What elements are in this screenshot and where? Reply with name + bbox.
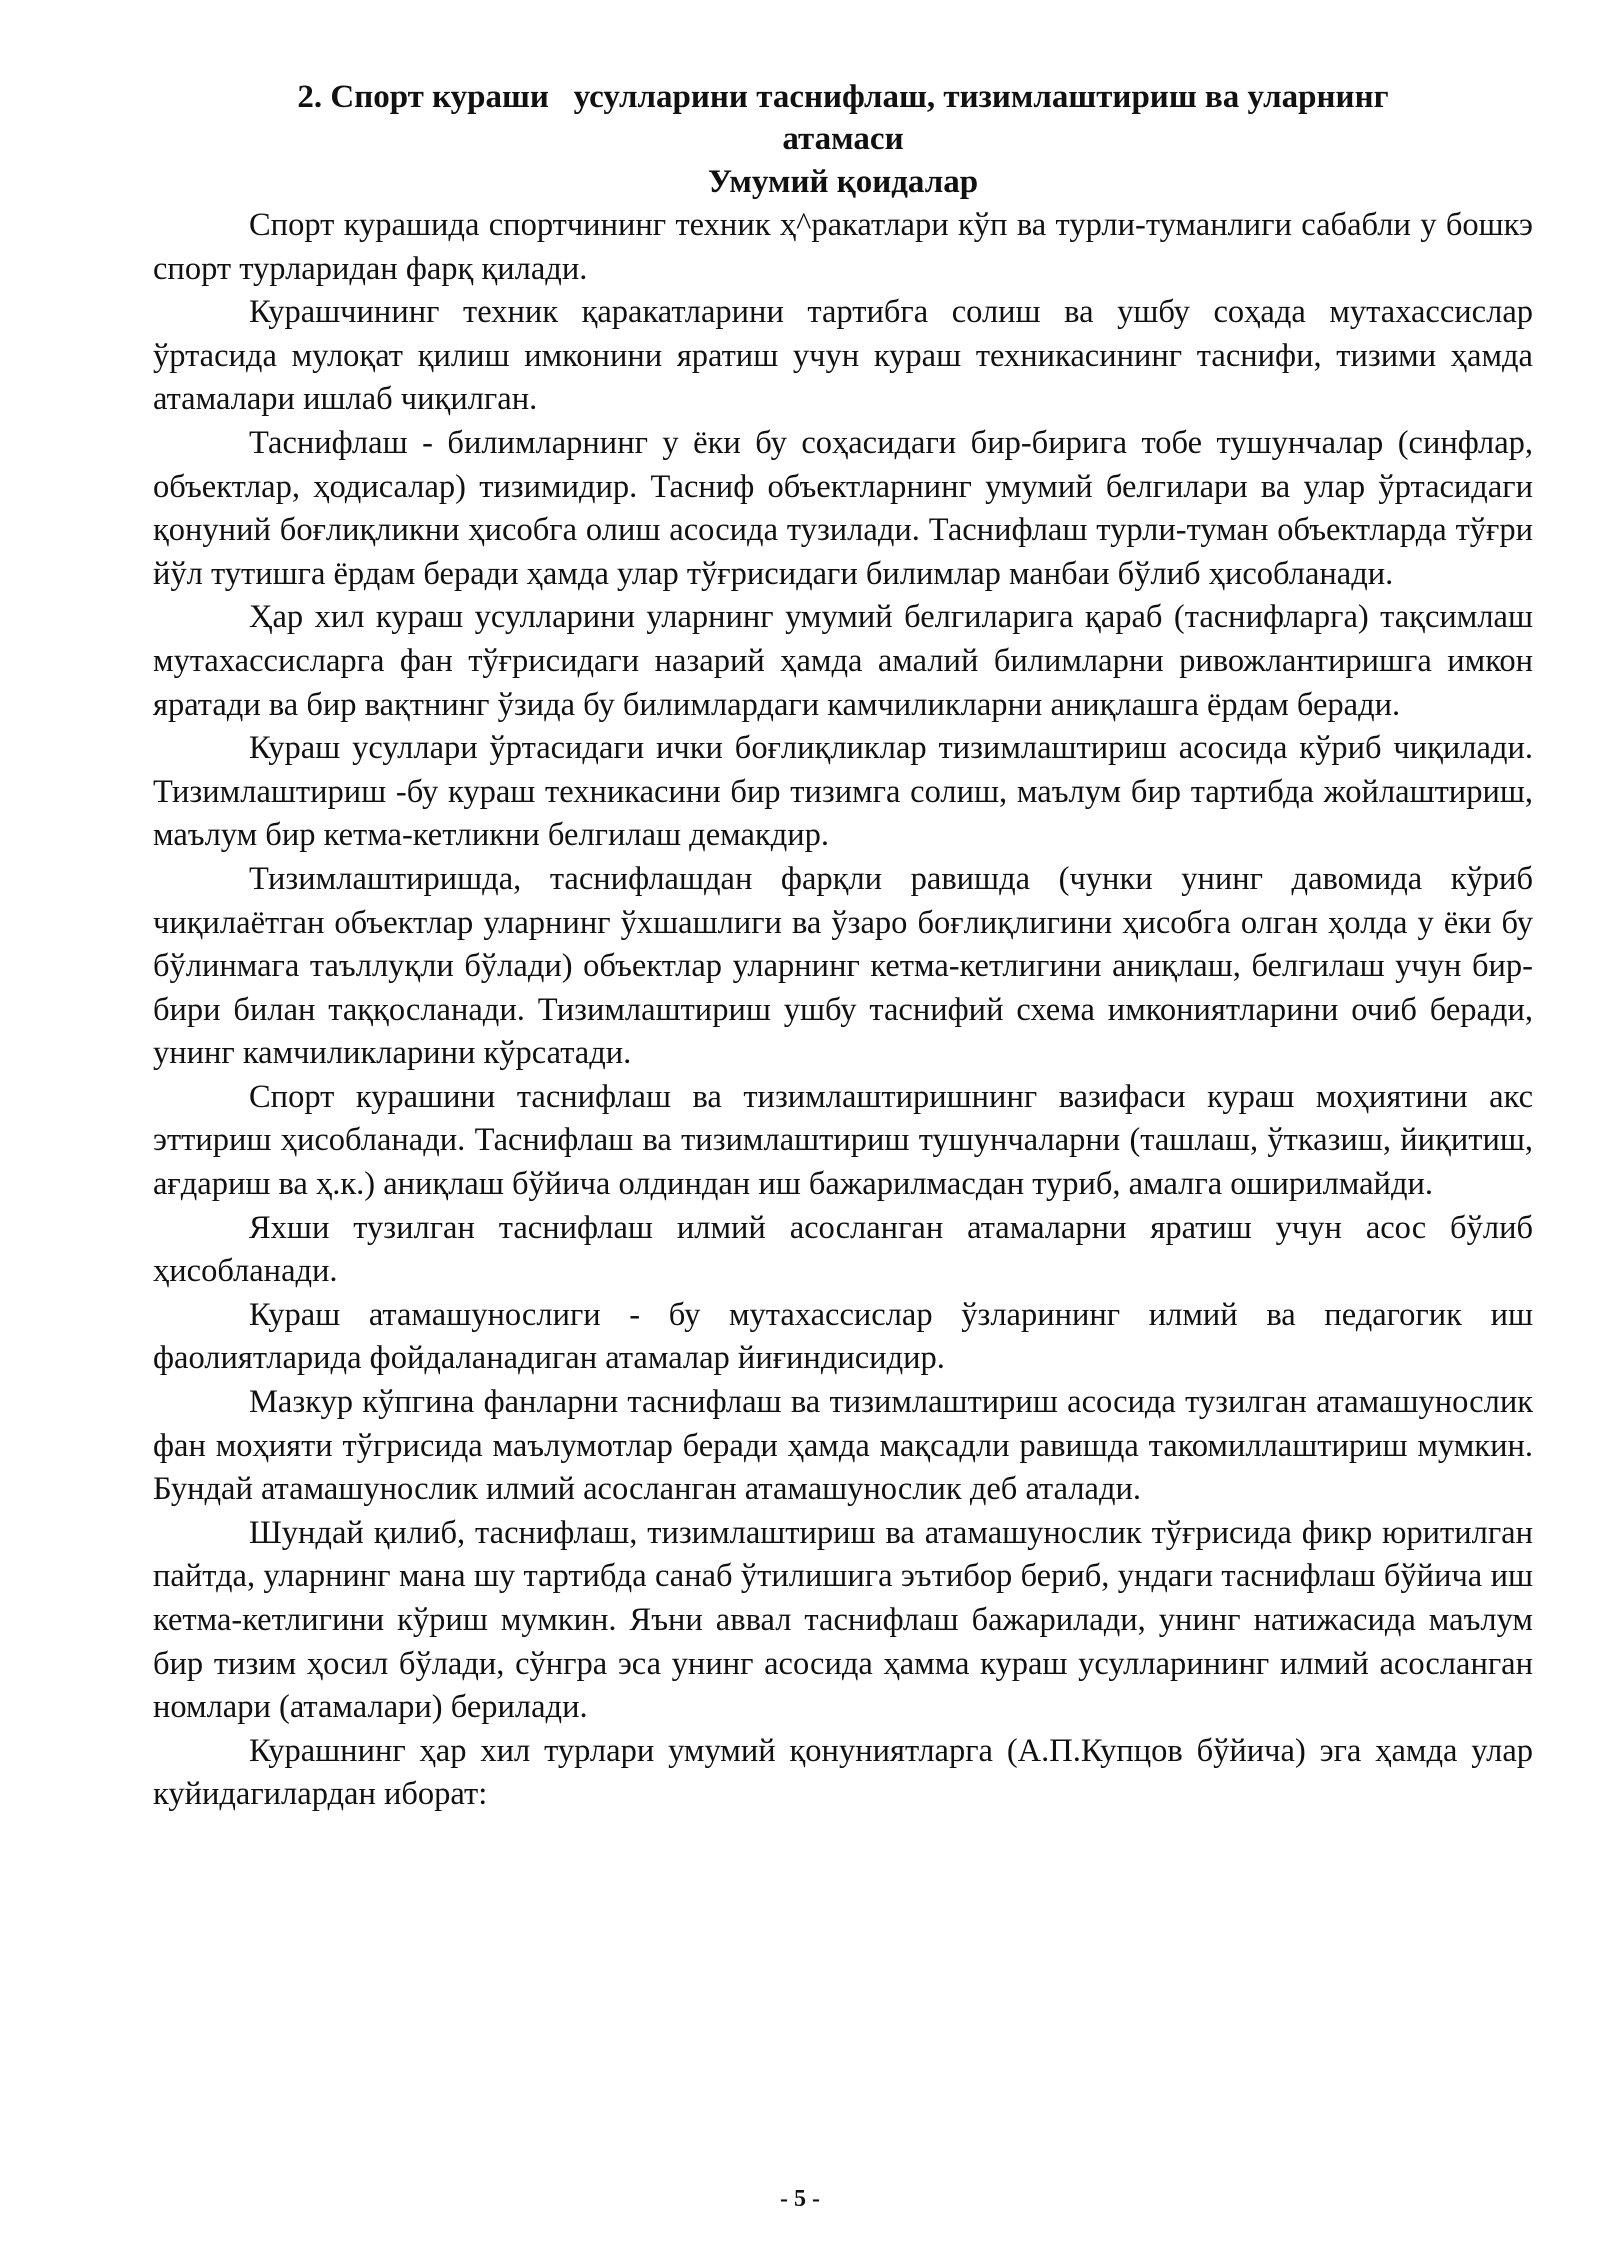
section-title (153, 76, 1533, 160)
section-title-line-1: 2. Спорт кураши усулларини таснифлаш, тизимлаштириш ва уларнинг (297, 79, 1389, 115)
paragraph-9: Кураш атамашунослиги - бу мутахассислар ўзларининг илмий ва педагогик иш фаолиятларида фойдаланадиган атамалар йиғиндисидир. (153, 1296, 1533, 1377)
paragraph-10: Мазкур кўпгина фанларни таснифлаш ва тизимлаштириш асосида тузилган атамашунослик фан моҳияти тўгрисида маълумотлар беради ҳамда мақсадли равишда такомиллаштириш мумкин. Бундай атамашунослик илмий асосланган атамашунослик деб аталади. (153, 1384, 1533, 1508)
paragraph-12: Курашнинг ҳар хил турлари умумий қонуниятларга (А.П.Купцов бўйича) эга ҳамда улар куйидагилардан иборат: (153, 1732, 1533, 1813)
paragraph-1: Спорт курашида спортчининг техник ҳ^ракатлари кўп ва турли-туманлиги сабабли у бошкэ спорт турларидан фарқ қилади. (153, 207, 1533, 287)
paragraph-11: Шундай қилиб, таснифлаш, тизимлаштириш ва атамашунослик тўғрисида фикр юритилган пайтда, уларнинг мана шу тартибда санаб ўтилишига эътибор бериб, ундаги таснифлаш бўйича иш кетма-кетлигини кўриш мумкин. Яъни аввал таснифлаш бажарилади, унинг натижасида маълум бир тизим ҳосил бўлади, сўнгра эса унинг асосида ҳамма кураш усулларининг илмий асосланган номлари (атамалари) берилади. (153, 1514, 1533, 1726)
page-number: - 5 - (780, 2186, 820, 2212)
paragraph-6: Тизимлаштиришда, таснифлашдан фарқли равишда (чунки унинг давомида кўриб чиқилаётган объектлар уларнинг ўхшашлиги ва ўзаро боғлиқлигини ҳисобга олган ҳолда у ёки бу бўлинмага таъллуқли бўлади) объектлар уларнинг кетма-кетлигини аниқлаш, белгилаш учун бир-бири билан таққосланади. Тизимлаштириш ушбу таснифий схема имкониятларини очиб беради, унинг камчиликларини кўрсатади. (153, 860, 1533, 1072)
paragraph-3: Таснифлаш - билимларнинг у ёки бу соҳасидаги бир-бирига тобе тушунчалар (синфлар, объектлар, ҳодисалар) тизимидир. Тасниф объектларнинг умумий белгилари ва улар ўртасидаги қонуний боғлиқликни ҳисобга олиш асосида тузилади. Таснифлаш турли-туман объектларда тўғри йўл тутишга ёрдам беради ҳамда улар тўғрисидаги билимлар манбаи бўлиб ҳисобланади. (153, 424, 1533, 592)
paragraph-4: Ҳар хил кураш усулларини уларнинг умумий белгиларига қараб (таснифларга) тақсимлаш мутахассисларга фан тўғрисидаги назарий ҳамда амалий билимларни ривожлантиришга имкон яратади ва бир вақтнинг ўзида бу билимлардаги камчиликларни аниқлашга ёрдам беради. (153, 599, 1533, 723)
page-content (153, 76, 1533, 1817)
paragraph-2: Курашчининг техник қаракатларини тартибга солиш ва ушбу соҳада мутахассислар ўртасида мулоқат қилиш имконини яратиш учун кураш техникасининг таснифи, тизими ҳамда атамалари ишлаб чиқилган. (153, 294, 1533, 418)
section-title-line-2: атамаси (782, 121, 904, 157)
paragraph-8: Яхши тузилган таснифлаш илмий асосланган атамаларни яратиш учун асос бўлиб ҳисобланади. (153, 1209, 1533, 1290)
paragraph-5: Кураш усуллари ўртасидаги ички боғлиқликлар тизимлаштириш асосида кўриб чиқилади. Тизимлаштириш -бу кураш техникасини бир тизимга солиш, маълум бир тартибда жойлаштириш, маълум бир кетма-кетликни белгилаш демакдир. (153, 730, 1533, 854)
section-subtitle: Умумий қоидалар (707, 164, 979, 200)
paragraph-7: Спорт курашини таснифлаш ва тизимлаштиришнинг вазифаси кураш моҳиятини акс эттириш ҳисобланади. Таснифлаш ва тизимлаштириш тушунчаларни (ташлаш, ўтказиш, йиқитиш, ағдариш ва ҳ.к.) аниқлаш бўйича олдиндан иш бажарилмасдан туриб, амалга оширилмайди. (153, 1078, 1533, 1203)
